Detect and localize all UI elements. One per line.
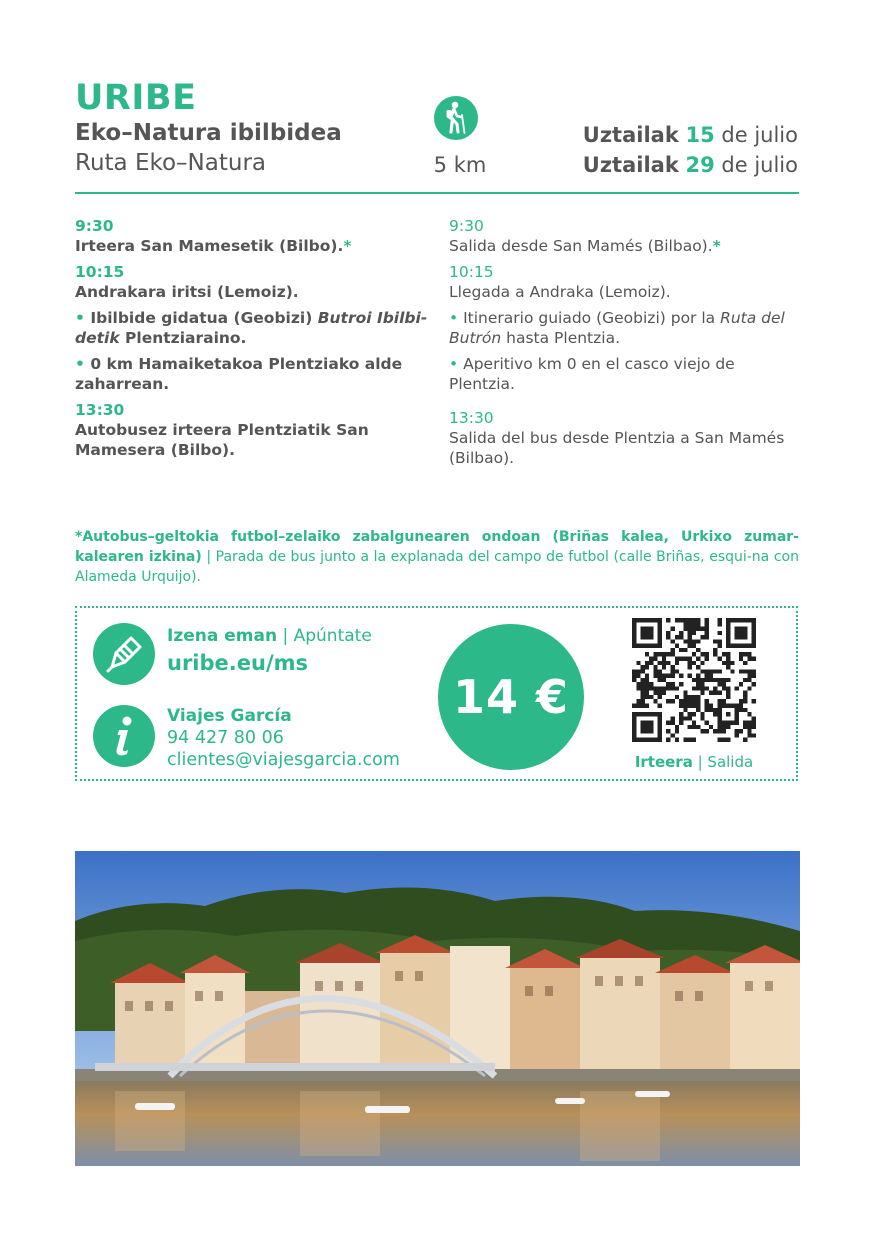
schedule-bullet: • Ibilbide gidatua (Geobizi) Butroi Ibilbi-detik Plentziaraino. [75,309,428,347]
distance-label: 5 km [433,153,487,177]
route-title-eu: Eko–Natura ibilbidea [75,120,342,146]
date-month-eu: Uztailak [582,153,679,177]
date-day: 15 [685,123,715,147]
date-month-eu: Uztailak [582,123,679,147]
time-label: 9:30 [75,217,114,235]
date-line-1 [583,122,798,148]
schedule-bullet: • Aperitivo km 0 en el casco viejo de Plentzia. [449,355,735,393]
header-divider [75,192,799,194]
note-separator: | [201,549,216,565]
agency-phone-link[interactable]: 94 427 80 06 [167,728,284,748]
time-label: 13:30 [449,409,494,427]
asterisk-mark: * [712,237,721,255]
date-line-2 [583,152,798,178]
schedule-bullet: • Itinerario guiado (Geobizi) por la Ruta del Butrón hasta Plentzia. [449,309,785,347]
bus-stop-note [75,527,799,587]
brand-title: URIBE [75,78,197,118]
schedule-entry: Salida desde San Mamés (Bilbao).* [449,237,721,255]
asterisk-mark: * [343,237,352,255]
price-badge: 14 € [438,624,584,770]
register-url-link[interactable]: uribe.eu/ms [167,651,309,675]
date-month-es: de julio [721,153,798,177]
note-asterisk: * [75,529,83,545]
info-box [75,606,798,781]
schedule-bullet: • 0 km Hamaiketakoa Plentziako alde zaharrean. [75,355,403,393]
time-label: 9:30 [449,217,484,235]
note-eu: Autobus–geltokia futbol–zelaiko zabalgunearen ondoan (Briñas kalea, Urkixo zumar-kalearen izkina) [75,529,799,565]
pen-icon [93,623,155,685]
time-label: 10:15 [449,263,494,281]
date-month-es: de julio [721,123,798,147]
schedule-entry: Autobusez irteera Plentziatik San Mamesera (Bilbo). [75,421,369,459]
schedule-entry: Irteera San Mamesetik (Bilbo).* [75,237,352,255]
note-es: Parada de bus junto a la explanada del campo de futbol (calle Briñas, esqui-na con Alameda Urquijo). [75,549,799,585]
schedule-entry: Andrakara iritsi (Lemoiz). [75,283,299,301]
hiker-icon [434,96,478,140]
schedule-es [449,216,804,468]
plentzia-photo [75,851,800,1166]
agency-name: Viajes García [167,706,292,726]
register-label: Izena eman | Apúntate [167,626,372,646]
time-label: 13:30 [75,401,125,419]
qr-code [632,618,756,742]
time-label: 10:15 [75,263,125,281]
route-title-es: Ruta Eko–Natura [75,150,266,176]
agency-email-link[interactable]: clientes@viajesgarcia.com [167,750,400,770]
schedule-entry: Salida del bus desde Plentzia a San Mamés (Bilbao). [449,429,785,467]
info-icon [93,705,155,767]
qr-caption: Irteera | Salida [634,753,754,771]
schedule-eu [75,216,430,460]
date-day: 29 [685,153,715,177]
schedule-entry: Llegada a Andraka (Lemoiz). [449,283,671,301]
